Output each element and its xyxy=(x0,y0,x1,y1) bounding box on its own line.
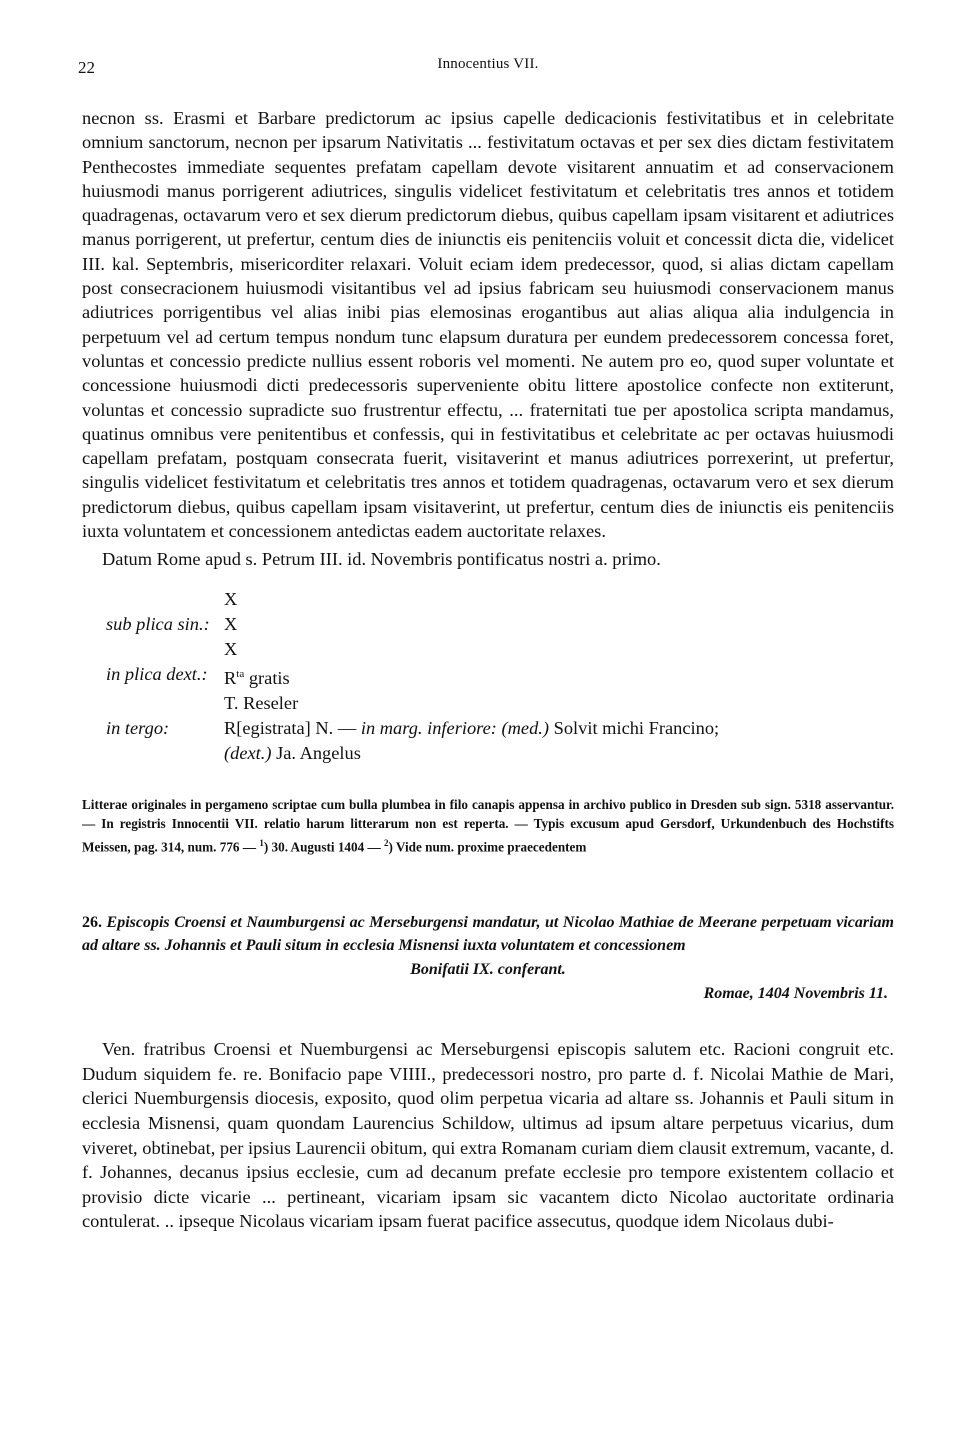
sig-row xyxy=(82,637,894,662)
rta-gratis: $R^{ta}$ gratis xyxy=(224,668,290,689)
sig-x-mark: X xyxy=(224,639,238,660)
signatures-block xyxy=(82,587,894,766)
sig-x-mark: X xyxy=(224,614,238,635)
sig-label-empty xyxy=(82,691,224,716)
sig-label-empty xyxy=(82,587,224,612)
document-number: 26. xyxy=(82,913,102,931)
page-number: 22 xyxy=(78,58,95,77)
page xyxy=(78,52,895,1234)
paragraph: necnon ss. Erasmi et Barbare predictorum ac ipsius capelle dedicacionis festivitatibus et in celebritate omnium sanctorum, necnon per ipsarum Nativitatis ... festivitatum octavas et per sex dies dictam festivitatem Penthecostes immediate sequentes prefatam capellam devote visitarent annuatim et ad conservacionem huiusmodi manus porrigerent adiutrices, singulis videlicet festivitatum et celebritatis tres annos et totidem quadragenas, octavarum vero et sex dierum predictorum diebus, quibus capellam ipsam visitarent et adiutrices manus porrigerent, ut prefertur, centum dies de iniunctis eis penitenciis voluit et concessit dicta die, videlicet III. kal. Septembris, misericorditer relaxari. Voluit eciam idem predecessor, quod, si alias dictam capellam post consecracionem huiusmodi visitantibus vel ad ipsius fabricam seu huiusmodi conservacionem manus adiutrices porrigentibus vel alias inibi pias elemosinas erogantibus aut alias aliqua alia indulgencia in perpetuum vel ad certum tempus nondum tunc elapsum duratura per eundem predecessorem concessa foret, voluntas et concessio predicte nullius essent roboris vel momenti. Ne autem pro eo, quod super voluntate et concessione huiusmodi dicti predecessoris superveniente obitu littere apostolice confecte non extiterunt, voluntas et concessio supradicte suo frustrentur effectu, ... fraternitati tue per apostolica scripta mandamus, quatinus omnibus vere penitentibus et confessis, qui in festivitatibus et celebritate ac per octavas huiusmodi capellam prefatam, postquam consecrata fuerit, visitaverint et manus adiutrices porrexerint, ut prefertur, singulis videlicet festivitatum et celebritatis tres annos et totidem quadragenas, octavarum vero et sex dierum predictorum diebus, quibus capellam ipsam visitaverint, ut prefertur, centum dies de iniunctis eis penitenciis iuxta voluntatem et concessionem antedictas eadem auctoritate relaxes. xyxy=(82,108,894,542)
sig-x-mark: X xyxy=(224,589,238,610)
sig-row xyxy=(82,716,894,766)
document-summary: Episcopis Croensi et Naumburgensi ac Merseburgensi mandatur, ut Nicolao Mathiae de Meerane perpetuam vicariam ad altare ss. Johannis et Pauli situm in ecclesia Misnensi iuxta voluntatem et concessionem xyxy=(82,913,894,955)
main-text xyxy=(82,106,894,543)
in-plica-label: in plica dext.: xyxy=(106,664,208,685)
document-heading xyxy=(82,911,894,982)
sig-row xyxy=(82,587,894,612)
footnote-ref: 1 xyxy=(259,837,264,848)
rta-superscript: ta xyxy=(236,668,245,681)
document-summary-end: Bonifatii IX. conferant. xyxy=(410,960,566,978)
page-header xyxy=(78,52,894,82)
reseler-signature: T. Reseler xyxy=(224,693,299,714)
paragraph: Ven. fratribus Croensi et Nuemburgensi ac Merseburgensi episcopis salutem etc. Racioni congruit etc. Dudum siquidem fe. re. Bonifacio pape VIIII., predecessori nostro, pro parte d. f. Nicolai Mathie de Mari, clerici Nuemburgensis diocesis, exposito, quod olim perpetua vicaria ad altare ss. Johannis et Pauli situm in ecclesia Misnensi, quam quondam Laurencius Schildow, ultimus ad ipsum altare perpetuus vicarius, dum viveret, obtinebat, per ipsius Laurencii obitum, qui extra Romanam curiam diem clausit extremum, vacante, d. f. Johannes, decanus ipsius ecclesie, cum ad decanum prefate ecclesie pro tempore existentem collacio et provisio dicte vicarie ... pertineant, vicariam ipsam sic vacantem dicto Nicolao auctoritate ordinaria contulerat. .. ipseque Nicolaus vicariam ipsam fuerat pacifice assecutus, quodque idem Nicolaus dubi- xyxy=(82,1039,895,1232)
in-tergo-label: in tergo: xyxy=(106,718,170,739)
running-title: Innocentius VII. xyxy=(437,56,539,72)
tergo-text: R[egistrata] N. — in marg. inferiore: (med.) Solvit michi Francino; (dext.) Ja. Angelus xyxy=(224,718,720,764)
editorial-note: Litterae originales in pergameno scriptae cum bulla plumbea in filo canapis appensa in archivo publico in Dresden sub sign. 5318 asservantur. — In registris Innocentii VII. relatio harum litterarum non est reperta. — Typis excusum apud Gersdorf, Urkundenbuch des Hochstifts Meissen, pag. 314, num. 776 — $^1$) 30. Augusti 1404 — $^2$) Vide num. proxime praecedentem xyxy=(82,797,894,855)
sub-plica-label: sub plica sin.: xyxy=(106,614,210,635)
datum-line: Datum Rome apud s. Petrum III. id. Novembris pontificatus nostri a. primo. xyxy=(102,549,661,570)
sig-row xyxy=(82,691,894,716)
footnote-ref: 2 xyxy=(383,837,389,848)
sig-row xyxy=(82,612,894,637)
sig-row xyxy=(82,662,894,691)
place-date: Romae, 1404 Novembris 11. xyxy=(703,985,888,1003)
document-body xyxy=(82,1037,894,1234)
sig-label-empty xyxy=(82,637,224,662)
